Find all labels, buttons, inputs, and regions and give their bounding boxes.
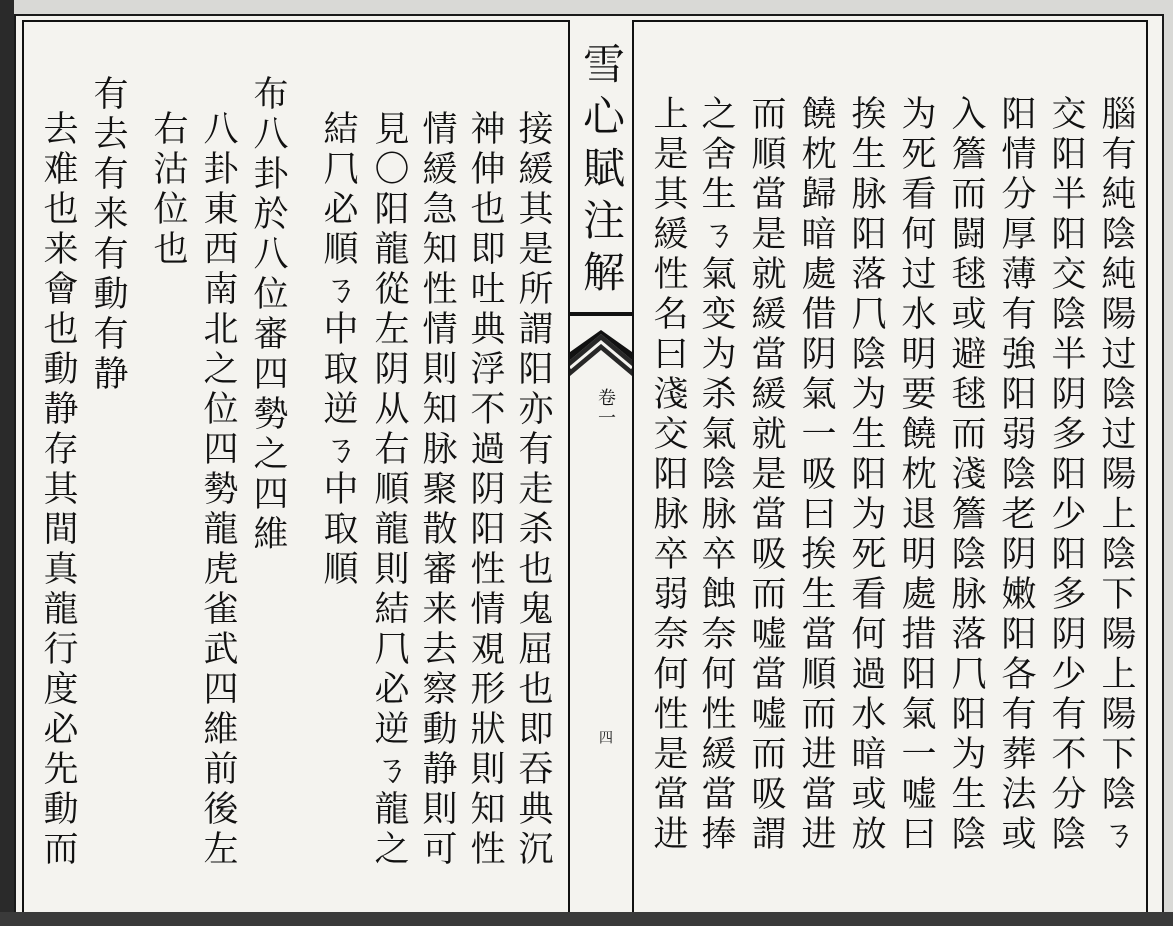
book-edge-shadow — [0, 0, 14, 926]
left-column: 情緩急知性情則知脉聚散審来去察動静則可 — [417, 110, 457, 870]
volume-label: 卷一 — [595, 388, 616, 428]
left-column: 接緩其是所謂阳亦有走杀也鬼屈也即吞典沉 — [513, 110, 553, 870]
book-title: 雪心賦注解 — [577, 42, 626, 302]
right-column: 交阳半阳交陰半阴多阳少阳多阴少有不分陰 — [1046, 95, 1086, 855]
right-column: 腦有純陰純陽过陰过陽上陰下陽上陽下陰ㄋ — [1096, 95, 1136, 855]
page-number: 四 — [597, 730, 613, 744]
center-fold — [568, 20, 634, 918]
right-column: 而順當是就緩當緩就是當吸而嘘當嘘而吸謂 — [746, 95, 786, 855]
left-column: 結𠘨必順ㄋ中取逆ㄋ中取順 — [318, 110, 358, 590]
left-column: 有去有来有動有静 — [88, 75, 128, 395]
left-column: 神伸也即吐典浮不過阴阳性情覌形狀則知性 — [465, 110, 505, 870]
left-column: 去难也来會也動静存其間真龍行度必先動而 — [38, 110, 78, 870]
fish-tail-mark-icon — [570, 330, 632, 376]
left-column: 見〇阳龍從左阴从右順龍則結𠘨必逆ㄋ龍之 — [369, 110, 409, 870]
right-column: 为死看何过水明要饒枕退明處措阳氣一嘘曰 — [896, 95, 936, 855]
right-column: 阳情分厚薄有強阳弱陰老阴嫩阳各有葬法或 — [996, 95, 1036, 855]
left-column: 布八卦於八位審四勢之四維 — [248, 75, 288, 555]
right-column: 上是其緩性名曰淺交阳脉卒弱奈何性是當进 — [648, 95, 688, 855]
scan-bottom-edge — [0, 912, 1173, 926]
right-column: 入簷而闘毬或避毬而淺簷陰脉落𠘨阳为生陰 — [946, 95, 986, 855]
right-column: 饒枕歸暗處借阴氣一吸曰挨生當順而进當进 — [796, 95, 836, 855]
left-column: 八卦東西南北之位四勢龍虎雀武四維前後左 — [198, 110, 238, 870]
right-column: 之舍生ㄋ氣变为杀氣陰脉卒蝕奈何性緩當捧 — [696, 95, 736, 855]
right-column: 挨生脉阳落𠘨陰为生阳为死看何過水暗或放 — [846, 95, 886, 855]
left-column: 右沽位也 — [148, 110, 188, 270]
fold-rule — [570, 312, 632, 316]
